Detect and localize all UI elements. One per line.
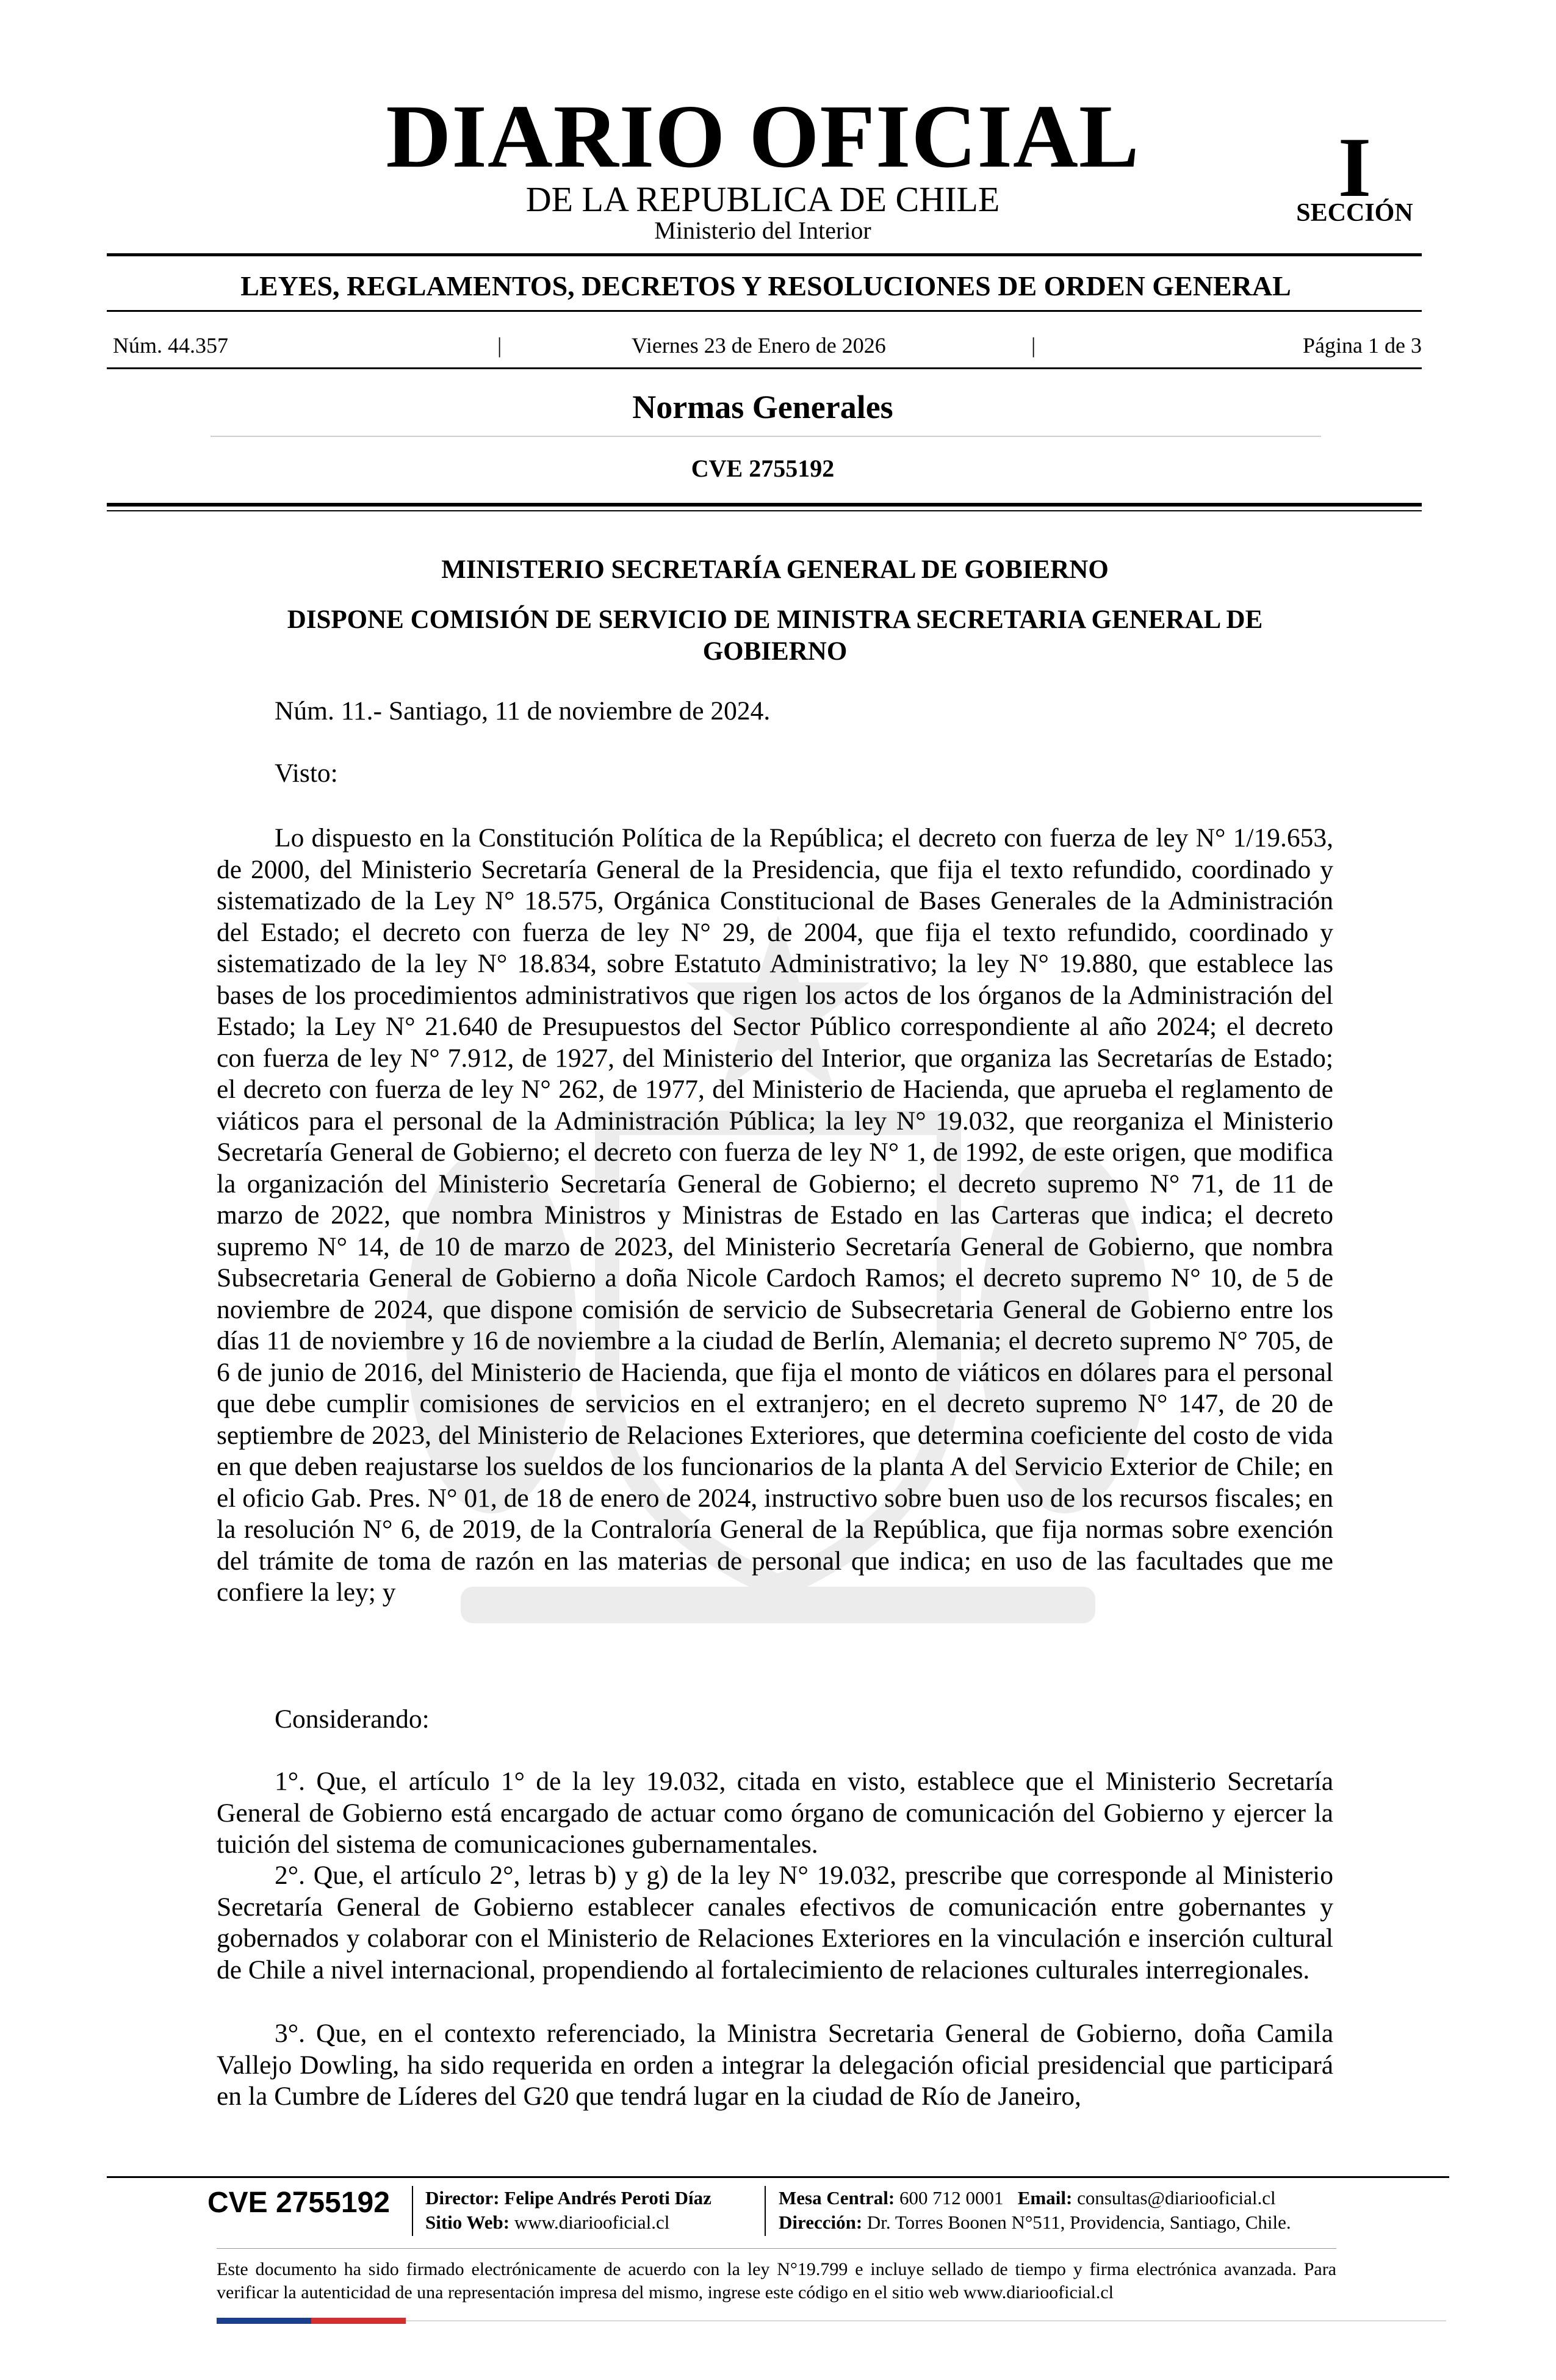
footer-cve-code: CVE 2755192	[207, 2187, 390, 2219]
issue-separator: |	[497, 333, 502, 358]
section-rule-thin	[107, 510, 1422, 511]
address-label: Dirección:	[779, 2212, 863, 2233]
issue-number: Núm. 44.357	[113, 333, 228, 358]
director-name: Felipe Andrés Peroti Díaz	[504, 2187, 711, 2209]
header-rule-middle	[107, 310, 1422, 312]
decree-number-line: Núm. 11.- Santiago, 11 de noviembre de 2024.	[275, 696, 771, 726]
footer-note-rule	[217, 2248, 1336, 2249]
director-label: Director:	[425, 2187, 500, 2209]
section-label: SECCIÓN	[1296, 199, 1413, 227]
visto-label: Visto:	[275, 759, 338, 788]
masthead-ministry: Ministerio del Interior	[654, 217, 871, 244]
website-label: Sitio Web:	[425, 2212, 510, 2233]
visto-paragraph: Lo dispuesto en la Constitución Política de la República; el decreto con fuerza de ley N° 1/19.653, de 2000, del Ministerio Secretaría General de la Presidencia, que fija el texto refundido, coordinado y sistematizado de la Ley N° 18.575, Orgánica Constitucional de Bases Generales de la Administración del Estado; el decreto con fuerza de ley N° 29, de 2004, que fija el texto refundido, coordinado y sistematizado de la ley N° 18.834, sobre Estatuto Administrativo; la ley N° 19.880, que establece las bases de los procedimientos administrativos que rigen los actos de los órganos de la Administración del Estado; la Ley N° 21.640 de Presupuestos del Sector Público correspondiente al año 2024; el decreto con fuerza de ley N° 7.912, de 1927, del Ministerio del Interior, que organiza las Secretarías de Estado; el decreto con fuerza de ley N° 262, de 1977, del Ministerio de Hacienda, que aprueba el reglamento de viáticos para el personal de la Administración Pública; la ley N° 19.032, que reorganiza el Ministerio Secretaría General de Gobierno; el decreto con fuerza de ley N° 1, de 1992, de este origen, que modifica la organización del Ministerio Secretaría General de Gobierno; el decreto supremo N° 71, de 11 de marzo de 2022, que nombra Ministros y Ministras de Estado en las Carteras que indica; el decreto supremo N° 14, de 10 de marzo de 2023, del Ministerio Secretaría General de Gobierno, que nombra Subsecretaria General de Gobierno a doña Nicole Cardoch Ramos; el decreto supremo N° 10, de 5 de noviembre de 2024, que dispone comisión de servicio de Subsecretaria General de Gobierno entre los días 11 de noviembre y 16 de noviembre a la ciudad de Berlín, Alemania; el decreto supremo N° 705, de 6 de junio de 2016, del Ministerio de Hacienda, que fija el monto de viáticos en dólares para el personal que debe cumplir comisiones de servicios en el extranjero; en el decreto supremo N° 147, de 20 de septiembre de 2023, del Ministerio de Relaciones Exteriores, que determina coeficiente del costo de vida en que deben reajustarse los sueldos de los funcionarios de la planta A del Servicio Exterior de Chile; en el oficio Gab. Pres. N° 01, de 18 de enero de 2024, instructivo sobre buen uso de los recursos fiscales; en la resolución N° 6, de 2019, de la Contraloría General de la República, que fija normas sobre exención del trámite de toma de razón en las materias de personal que indica; en uso de las facultades que me confiere la ley; y	[217, 823, 1333, 1607]
section-name-rule	[211, 436, 1321, 437]
issue-date: Viernes 23 de Enero de 2026	[632, 333, 886, 358]
footer-divider	[412, 2186, 413, 2236]
footer-rule	[107, 2176, 1449, 2178]
considerando-paragraph: 2°. Que, el artículo 2°, letras b) y g) de la ley N° 19.032, prescribe que corresponde al Ministerio Secretaría General de Gobierno establecer canales efectivos de comunicación entre gobernantes y gobernados y colaborar con el Ministerio de Relaciones Exteriores en la vinculación e inserción cultural de Chile a nivel internacional, propendiendo al fortalecimiento de relaciones culturales interregionales.	[217, 1861, 1333, 1985]
email-label: Email:	[1017, 2187, 1073, 2209]
footer-divider	[765, 2186, 766, 2236]
flag-stripe-blue	[217, 2318, 311, 2324]
page-counter: Página 1 de 3	[1303, 333, 1422, 358]
email-link[interactable]: consultas@diariooficial.cl	[1077, 2187, 1276, 2209]
section-number: I	[1338, 120, 1372, 215]
address-text: Dr. Torres Boonen N°511, Providencia, Santiago, Chile.	[866, 2212, 1291, 2233]
cve-code: CVE 2755192	[691, 455, 835, 482]
decree-title: DISPONE COMISIÓN DE SERVICIO DE MINISTRA SECRETARIA GENERAL DE GOBIERNO	[287, 605, 1263, 666]
ministry-heading: MINISTERIO SECRETARÍA GENERAL DE GOBIERNO	[441, 555, 1109, 584]
flag-stripe-red	[311, 2318, 406, 2324]
issue-separator: |	[1031, 333, 1036, 358]
considerando-label: Considerando:	[275, 1704, 430, 1734]
electronic-signature-note: Este documento ha sido firmado electrónicamente de acuerdo con la ley N°19.799 e incluye sellado de tiempo y firma electrónica avanzada. Para verificar la autenticidad de una representación impresa del mismo, ingrese este código en el sitio web www.diariooficial.cl	[217, 2259, 1336, 2302]
considerando-paragraph: 1°. Que, el artículo 1° de la ley 19.032, citada en visto, establece que el Ministerio Secretaría General de Gobierno está encargado de actuar como órgano de comunicación del Gobierno y ejercer la tuición del sistema de comunicaciones gubernamentales.	[217, 1767, 1333, 1859]
category-title: LEYES, REGLAMENTOS, DECRETOS Y RESOLUCIONES DE ORDEN GENERAL	[240, 270, 1291, 301]
footer-director-block	[425, 2186, 711, 2235]
website-link[interactable]: www.diariooficial.cl	[514, 2212, 670, 2233]
footer-contact-block	[779, 2186, 1291, 2235]
masthead-title: DIARIO OFICIAL	[386, 87, 1140, 187]
phone-number: 600 712 0001	[899, 2187, 1004, 2209]
section-name: Normas Generales	[632, 389, 893, 425]
masthead-subtitle: DE LA REPUBLICA DE CHILE	[525, 179, 1000, 219]
infobar-rule	[107, 367, 1422, 369]
header-rule-thick	[107, 253, 1422, 256]
considerando-paragraph: 3°. Que, en el contexto referenciado, la Ministra Secretaria General de Gobierno, doña Camila Vallejo Dowling, ha sido requerida en orden a integrar la delegación oficial presidencial que participará en la Cumbre de Líderes del G20 que tendrá lugar en la ciudad de Río de Janeiro,	[217, 2019, 1333, 2111]
phone-label: Mesa Central:	[779, 2187, 895, 2209]
flag-stripe-line	[406, 2320, 1446, 2321]
section-rule-thick	[107, 503, 1422, 507]
